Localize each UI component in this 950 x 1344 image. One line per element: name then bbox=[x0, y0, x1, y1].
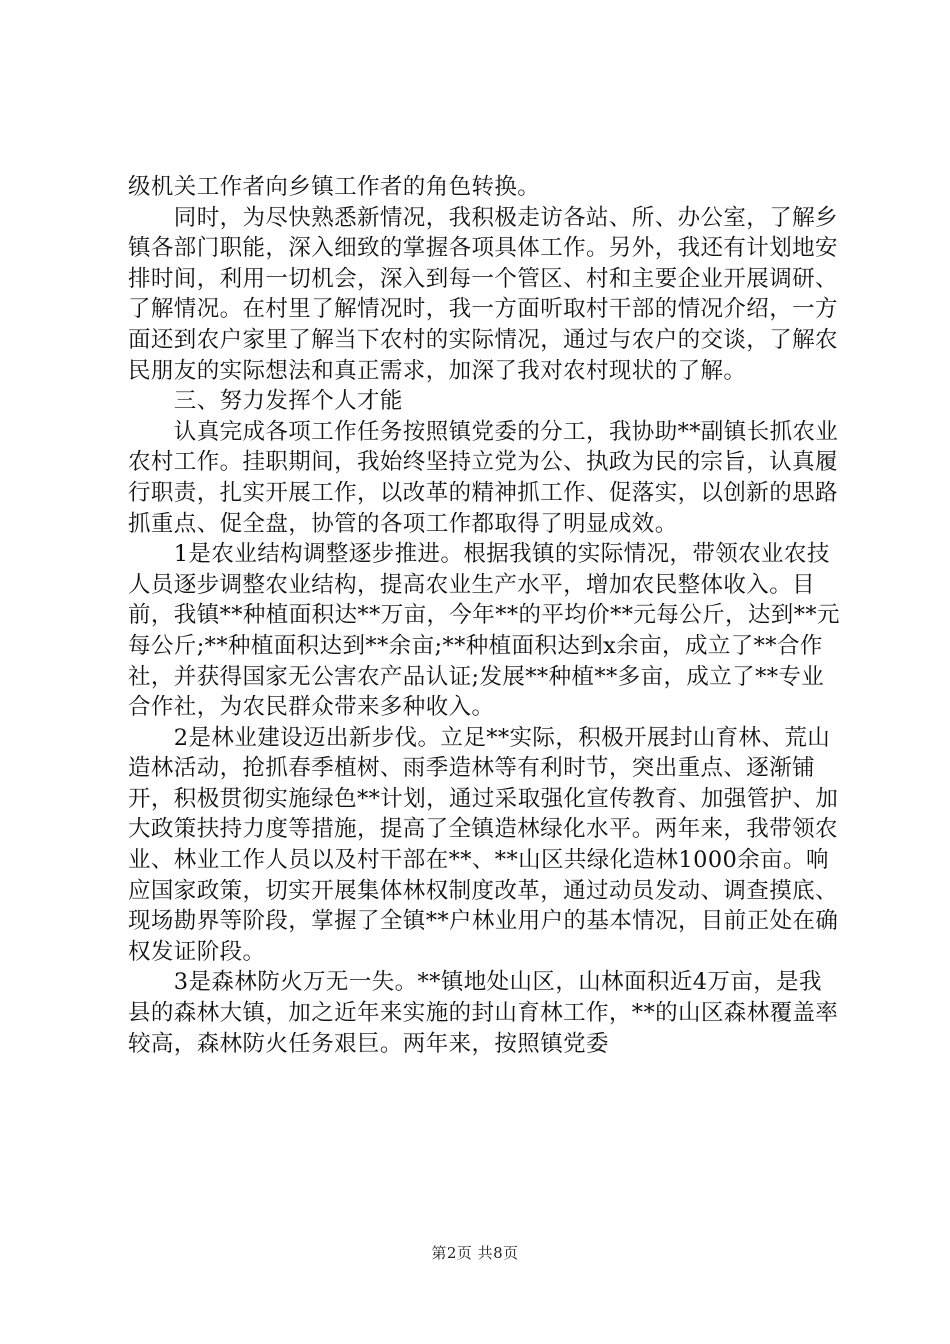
paragraph-forest-fire-prevention: 3是森林防火万无一失。**镇地处山区，山林面积近4万亩，是我县的森林大镇，加之近年来实施的封山育林工作，**的山区森林覆盖率较高，森林防火任务艰巨。两年来，按照镇党委 bbox=[128, 969, 839, 1057]
paragraph-agriculture-structure: 1是农业结构调整逐步推进。根据我镇的实际情况，带领农业农技人员逐步调整农业结构，提高农业生产水平，增加农民整体收入。目前，我镇**种植面积达**万亩，今年**的平均价**元每公斤，达到**元每公斤;**种植面积达到**余亩;**种植面积达到x余亩，成立了**合作社，并获得国家无公害农产品认证;发展**种植**多亩，成立了**专业合作社，为农民群众带来多种收入。 bbox=[128, 541, 840, 721]
paragraph-role-transition: 级机关工作者向乡镇工作者的角色转换。 bbox=[128, 174, 541, 200]
paragraph-task-completion: 认真完成各项工作任务按照镇党委的分工，我协助**副镇长抓农业农村工作。挂职期间，我始终坚持立党为公、执政为民的宗旨，认真履行职责，扎实开展工作，以改革的精神抓工作、促落实，以创新的思路抓重点、促全盘，协管的各项工作都取得了明显成效。 bbox=[128, 418, 839, 537]
paragraph-familiarization: 同时，为尽快熟悉新情况，我积极走访各站、所、办公室，了解乡镇各部门职能，深入细致的掌握各项具体工作。另外，我还有计划地安排时间，利用一切机会，深入到每一个管区、村和主要企业开展调研、了解情况。在村里了解情况时，我一方面听取村干部的情况介绍，一方面还到农户家里了解当下农村的实际情况，通过与农户的交谈，了解农民朋友的实际想法和真正需求，加深了我对农村现状的了解。 bbox=[128, 204, 838, 384]
paragraph-forestry-construction: 2是林业建设迈出新步伐。立足**实际，积极开展封山育林、荒山造林活动，抢抓春季植树、雨季造林等有利时节，突出重点、逐渐铺开，积极贯彻实施绿色**计划，通过采取强化宣传教育、加强管护、加大政策扶持力度等措施，提高了全镇造林绿化水平。两年来，我带领农业、林业工作人员以及村干部在**、**山区共绿化造林1000余亩。响应国家政策，切实开展集体林权制度改革，通过动员发动、调查摸底、现场勘界等阶段，掌握了全镇**户林业用户的基本情况，目前正处在确权发证阶段。 bbox=[128, 724, 839, 965]
page-number: 第2页 共8页 bbox=[431, 1244, 519, 1262]
section-heading-personal-talent: 三、努力发挥个人才能 bbox=[128, 388, 403, 415]
page-footer bbox=[0, 1242, 950, 1263]
document-body bbox=[128, 172, 840, 1059]
